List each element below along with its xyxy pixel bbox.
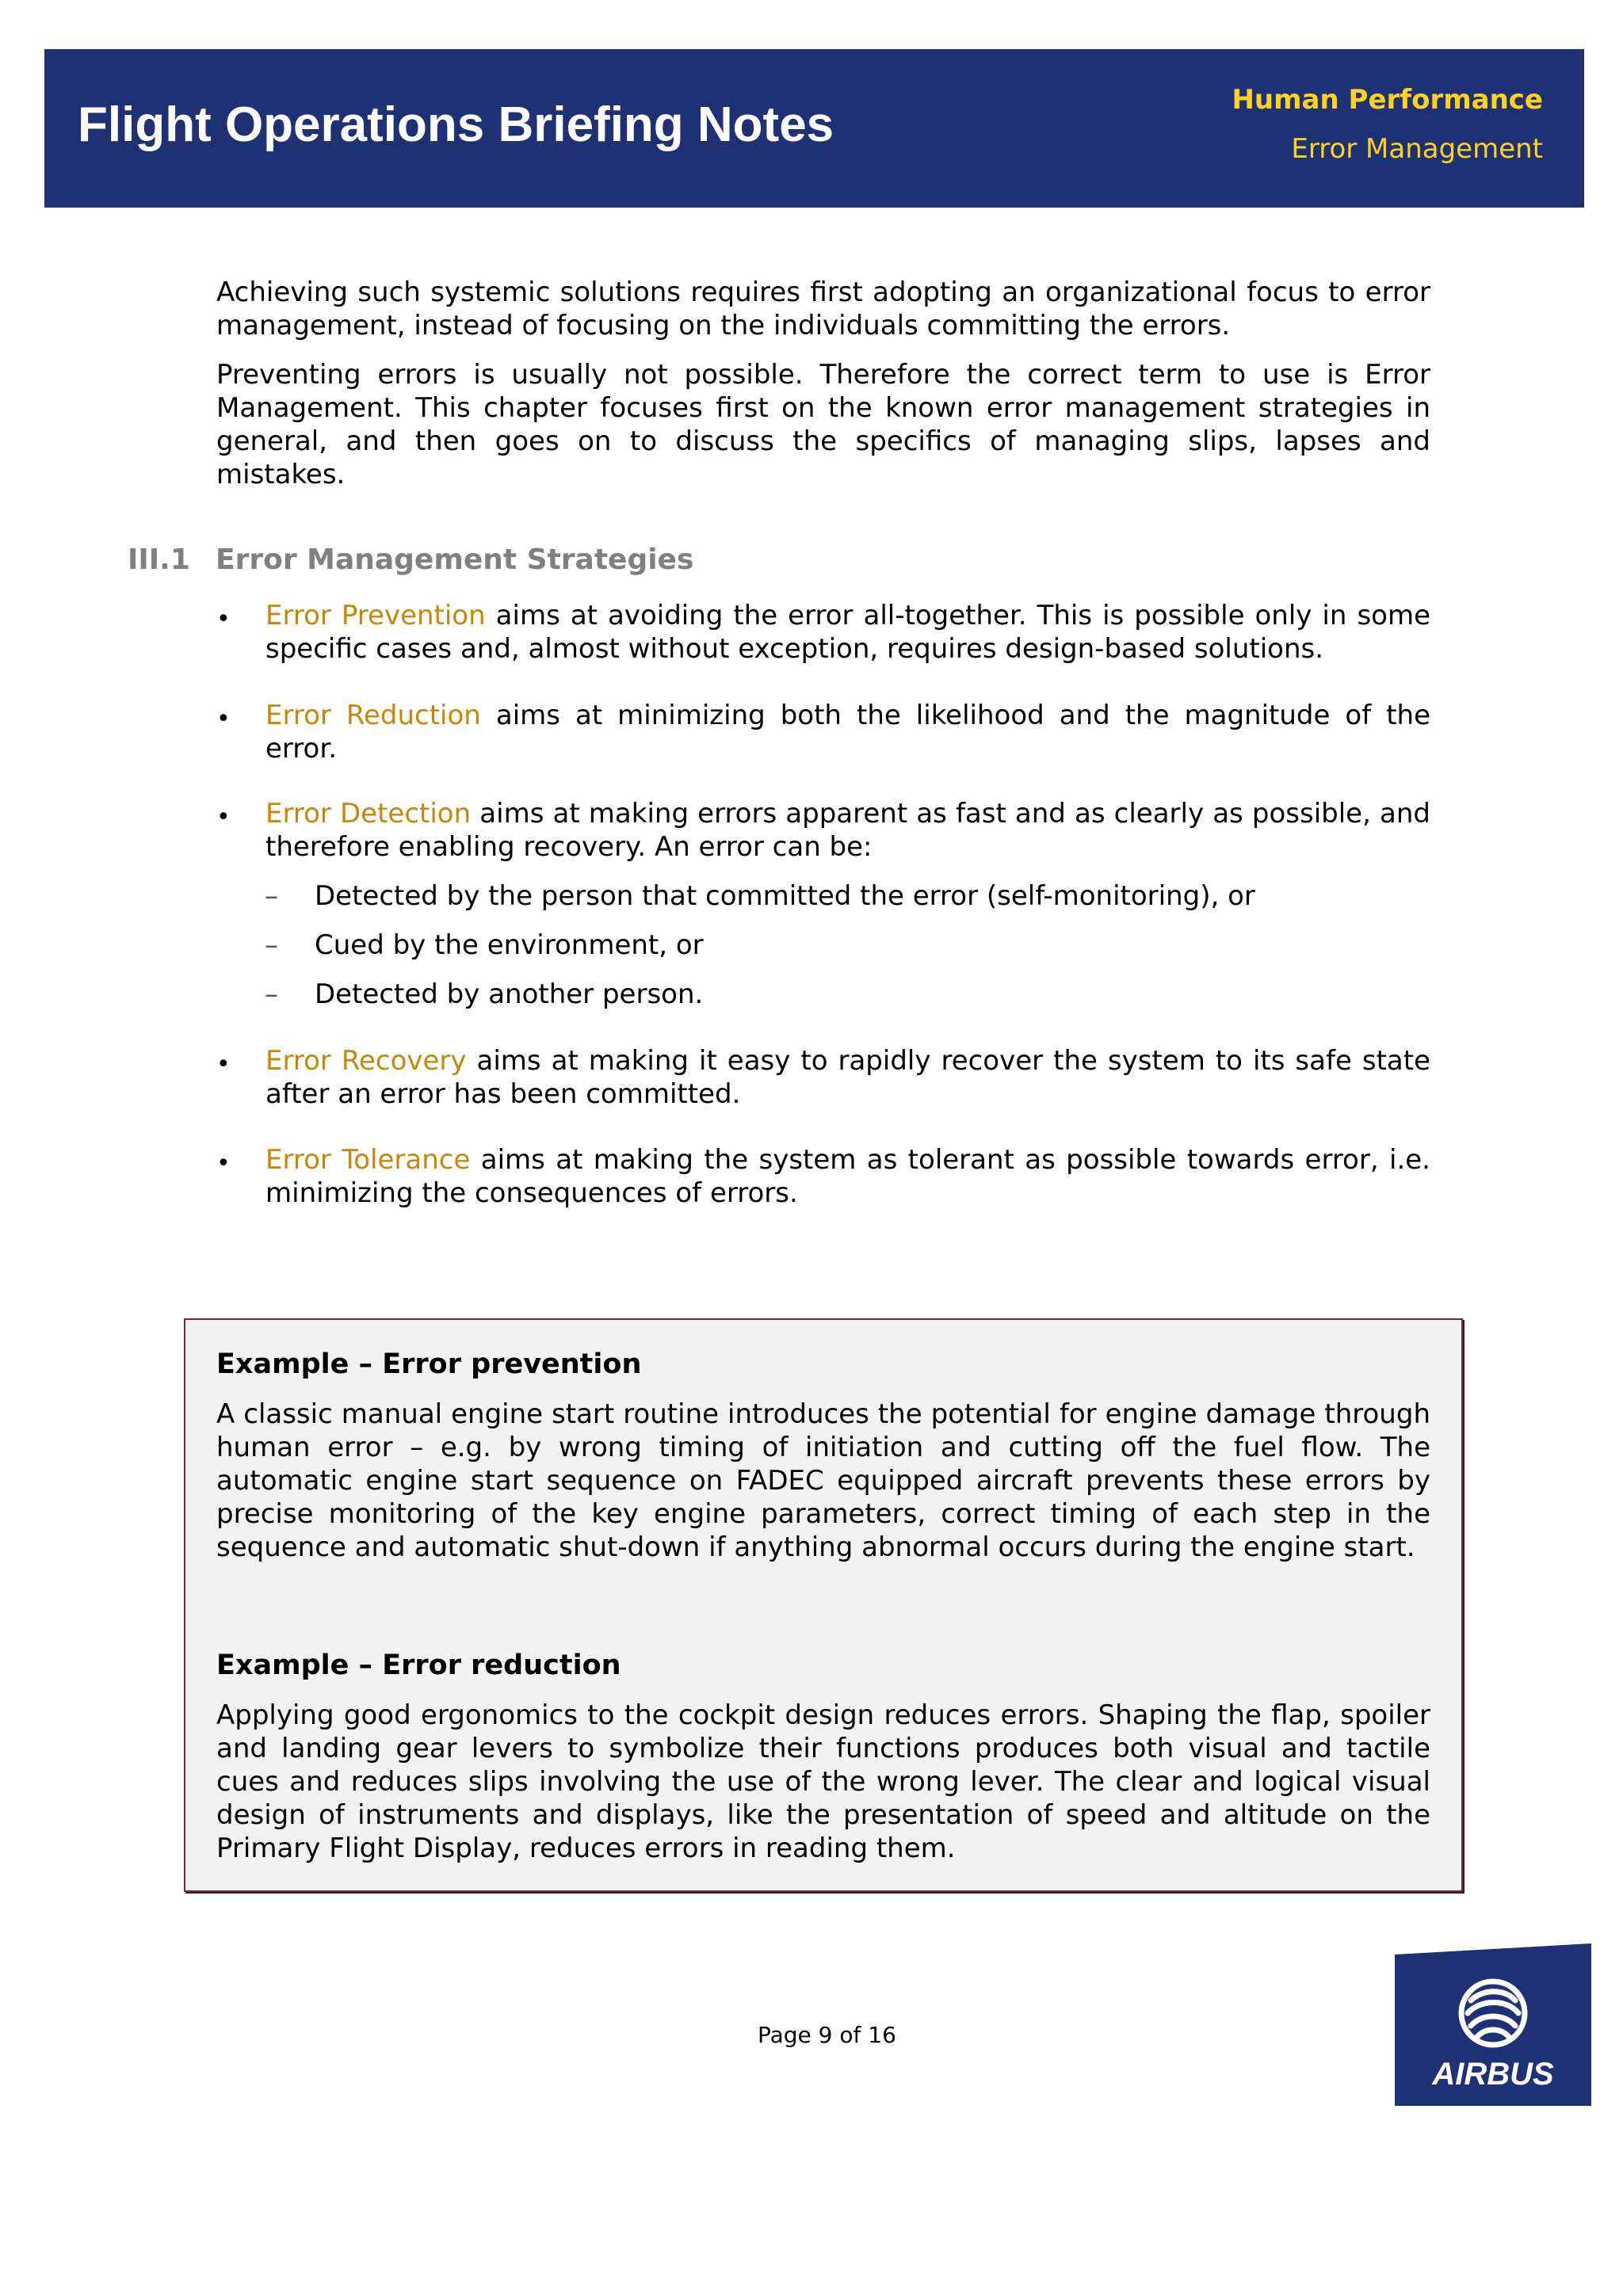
page-number: Page 9 of 16 <box>758 2022 896 2048</box>
bullet-item-error-prevention <box>216 599 1430 666</box>
header-topic: Human Performance <box>1232 84 1543 116</box>
example-text: Applying good ergonomics to the cockpit design reduces errors. Shaping the flap, spoiler and landing gear levers to symbolize their functions produces both visual and tactile cues and reduces slips involving the use of the wrong lever. The clear and logical visual design of instruments and displays, like the presentation of speed and altitude on the Primary Flight Display, reduces errors in reading them. <box>216 1699 1430 1864</box>
intro-paragraph: Preventing errors is usually not possible. Therefore the correct term to use is Error Management. This chapter focuses first on the known error management strategies in general, and then goes on to discuss the specifics of managing slips, lapses and mistakes. <box>216 359 1430 490</box>
sub-list-item <box>265 879 1430 913</box>
logo-wordmark: AIRBUS <box>1432 2057 1554 2092</box>
sub-list-text: Detected by the person that committed the error (self-monitoring), or <box>315 880 1255 912</box>
bullet-term: Error Recovery <box>265 1045 467 1077</box>
section-number: III.1 <box>128 543 190 576</box>
sub-list-item <box>265 929 1430 962</box>
bullet-icon: • <box>216 605 231 633</box>
bullet-item-error-detection <box>216 797 1430 864</box>
bullet-description: aims at avoiding the error all-together. This is possible only in some specific cases and, almost without exception, requires design-based solutions. <box>265 600 1430 665</box>
section-heading <box>128 543 693 576</box>
bullet-term: Error Reduction <box>265 700 481 731</box>
bullet-icon: • <box>216 1150 231 1177</box>
bullet-description: aims at minimizing both the likelihood and the magnitude of the error. <box>265 700 1430 765</box>
airbus-logo <box>1395 1943 1591 2106</box>
sub-list-text: Cued by the environment, or <box>315 929 704 961</box>
section-title: Error Management Strategies <box>216 543 694 576</box>
example-text: A classic manual engine start routine introduces the potential for engine damage through human error – e.g. by wrong timing of initiation and cutting off the fuel flow. The automatic engine start sequence on FADEC equipped aircraft prevents these errors by precise monitoring of the key engine parameters, correct timing of each step in the sequence and automatic shut-down if anything abnormal occurs during the engine start. <box>216 1398 1430 1563</box>
bullet-term: Error Prevention <box>265 600 486 631</box>
bullet-item-error-tolerance <box>216 1143 1430 1210</box>
example-heading: Example – Error prevention <box>216 1348 642 1380</box>
bullet-icon: • <box>216 803 231 831</box>
example-box <box>184 1318 1463 1892</box>
dash-icon: – <box>265 929 278 961</box>
dash-icon: – <box>265 880 278 912</box>
bullet-item-error-reduction <box>216 699 1430 765</box>
sub-list-item <box>265 978 1430 1011</box>
header-subtopic: Error Management <box>1291 133 1543 165</box>
bullet-item-error-recovery <box>216 1044 1430 1111</box>
bullet-term: Error Tolerance <box>265 1144 471 1176</box>
bullet-description: aims at making errors apparent as fast and as clearly as possible, and therefore enabling recovery. An error can be: <box>265 798 1430 863</box>
intro-paragraph: Achieving such systemic solutions requires first adopting an organizational focus to error management, instead of focusing on the individuals committing the errors. <box>216 277 1430 341</box>
bullet-description: aims at making the system as tolerant as possible towards error, i.e. minimizing the consequences of errors. <box>265 1144 1430 1209</box>
bullet-icon: • <box>216 1051 231 1078</box>
bullet-icon: • <box>216 705 231 733</box>
bullet-term: Error Detection <box>265 798 472 830</box>
document-title: Flight Operations Briefing Notes <box>78 97 834 152</box>
bullet-description: aims at making it easy to rapidly recover the system to its safe state after an error has been committed. <box>265 1045 1430 1110</box>
page-header <box>44 49 1584 208</box>
dash-icon: – <box>265 978 278 1010</box>
example-heading: Example – Error reduction <box>216 1650 621 1681</box>
sub-list-text: Detected by another person. <box>315 978 704 1010</box>
